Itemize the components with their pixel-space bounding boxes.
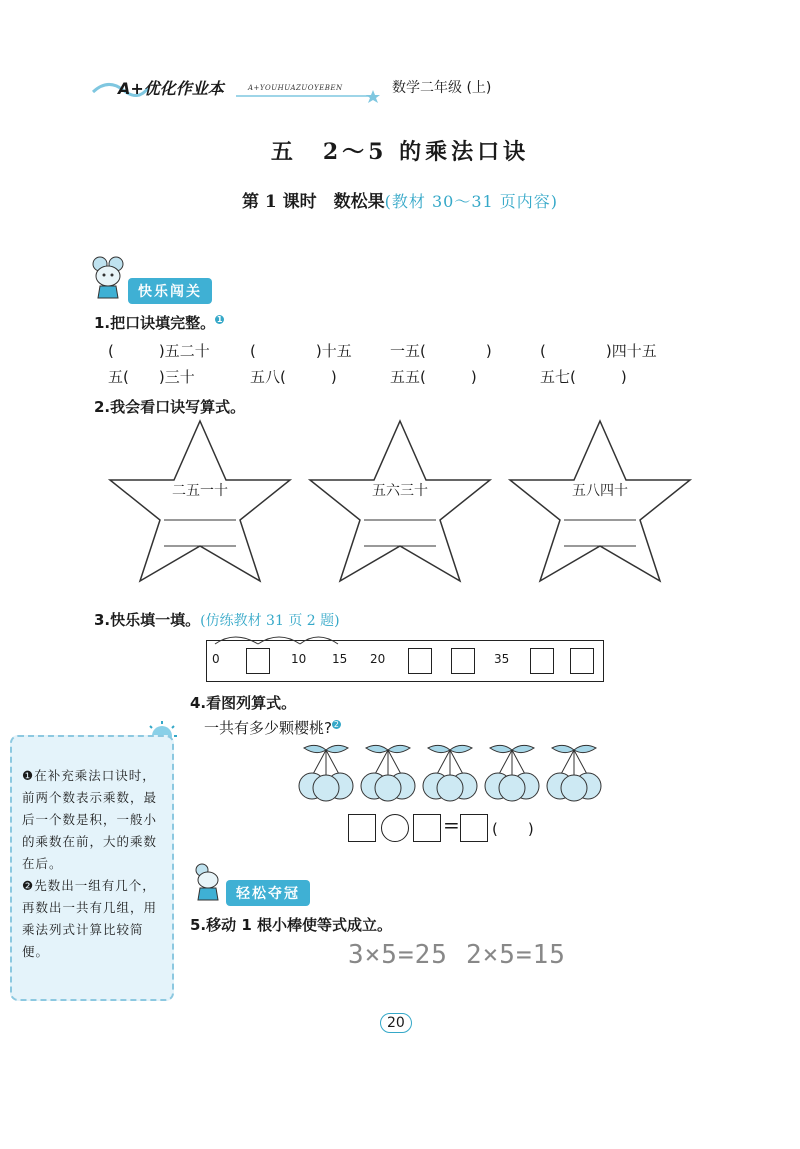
tick-35: 35 [494,652,510,666]
tick-0: 0 [212,652,220,666]
ruler-blank-4[interactable] [530,648,554,674]
tip-1: ❶在补充乘法口诀时，前两个数表示乘数，最后一个数是积，一般小的乘数在前，大的乘数在后。 [22,768,158,871]
cherries-picture [296,742,616,804]
q1-r1-c4: ( )四十五 [540,342,657,360]
matchstick-eq-2: 2×5=15 [466,940,566,970]
ruler-blank-5[interactable] [570,648,594,674]
section-easy-tag: 轻松夺冠 [226,880,310,906]
eq-equals: = [443,813,460,837]
q4-question-text: 一共有多少颗樱桃? [204,719,332,737]
tick-10: 10 [291,652,307,666]
header-logo: A+优化作业本 [118,79,224,98]
ruler-blank-2[interactable] [408,648,432,674]
mouse-mascot-icon [88,254,128,300]
q1-ref: 1 [216,315,223,324]
tip-2: ❷先数出一组有几个，再数出一共有几组，用乘法列式计算比较简便。 [22,878,158,959]
q4-unit-paren: ( ) [492,820,534,838]
q1-r2-c1: 五( )三十 [108,368,195,386]
header-grade: 数学二年级 (上) [392,80,492,96]
page-number: 20 [380,1013,412,1033]
q1-r1-c3: 一五( ) [390,342,492,360]
matchstick-eq-1: 3×5=25 [348,940,448,970]
q3-label-text: 3.快乐填一填。 [94,611,201,629]
ruler-blank-3[interactable] [451,648,475,674]
q1-label-text: 1.把口诀填完整。 [94,314,216,332]
q2-label: 2.我会看口诀写算式。 [94,398,246,416]
q1-r2-c2: 五八( ) [250,368,337,386]
star-3 [510,421,690,581]
lesson-main: 第 1 课时 数松果 [241,192,385,212]
q1-r2-c4: 五七( ) [540,368,627,386]
eq-box-3[interactable] [460,814,488,842]
q5-label: 5.移动 1 根小棒使等式成立。 [190,916,393,934]
lesson-note: (教材 30～31 页内容) [384,192,559,211]
tips-panel [10,735,174,1001]
q1-r2-c3: 五五( ) [390,368,477,386]
q3-label [94,609,340,630]
q4-label: 4.看图列算式。 [190,694,297,712]
ruler-blank-1[interactable] [246,648,270,674]
q1-r1-c2: ( )十五 [250,342,352,360]
mouse-runner-icon [190,862,226,902]
chapter-title: 五 2～5 的乘法口诀 [270,139,530,165]
jump-arcs [210,628,370,648]
q4-ref: 2 [333,720,340,729]
q1-r1-c1: ( )五二十 [108,342,210,360]
q3-note: (仿练教材 31 页 2 题) [200,613,340,629]
star-2 [310,421,490,581]
tick-20: 20 [370,652,386,666]
lesson-title [0,187,800,212]
eq-operator-circle[interactable] [381,814,409,842]
star-1-label: 二五一十 [172,483,228,499]
star-3-label: 五八四十 [572,483,628,499]
tick-15: 15 [332,652,348,666]
star-1 [110,421,290,581]
q4-question [204,717,341,738]
section-happy-tag: 快乐闯关 [128,278,212,304]
star-2-label: 五六三十 [372,483,428,499]
header-logo-sub: A+YOUHUAZUOYEBEN [248,84,343,92]
eq-box-1[interactable] [348,814,376,842]
eq-box-2[interactable] [413,814,441,842]
stars-figure [100,418,700,586]
q1-label [94,312,224,333]
